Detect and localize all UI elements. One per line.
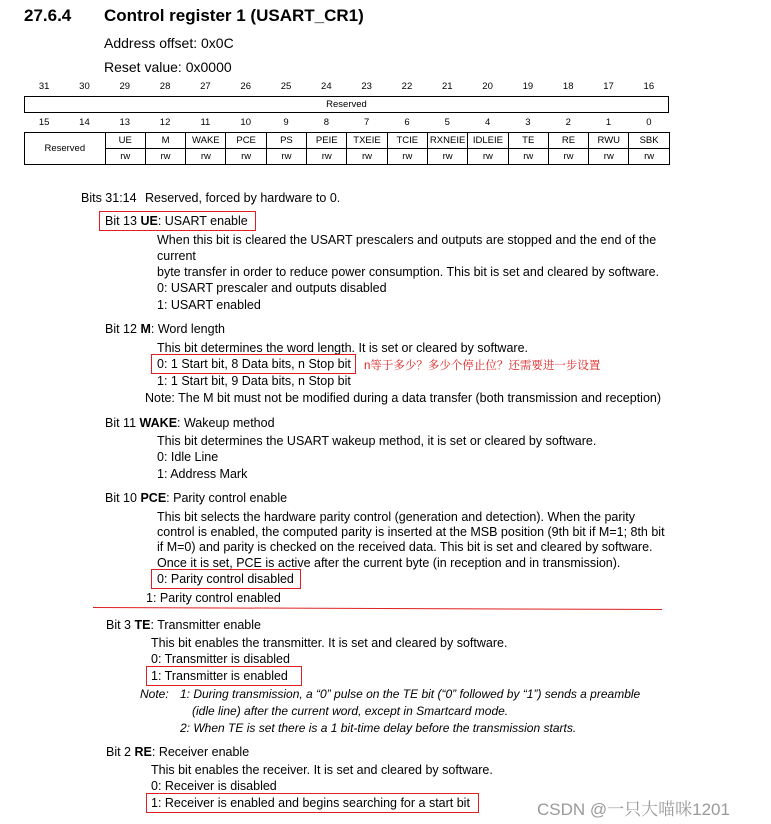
bit-number: 0: [646, 117, 652, 128]
bit11-label: Bit 11: [105, 416, 137, 430]
field-cell-tcie: TCIE: [387, 133, 427, 149]
bit12-title: : Word length: [150, 322, 225, 336]
field-cell-re: RE: [548, 133, 588, 149]
bit13-line: 1: USART enabled: [157, 298, 261, 312]
access-cell: rw: [508, 149, 548, 165]
bit10-heading: [105, 491, 287, 505]
bit12-heading: [105, 322, 225, 336]
address-offset: Address offset: 0x0C: [104, 35, 234, 51]
section-number: 27.6.4: [24, 6, 72, 25]
bit10-title: : Parity control enable: [166, 491, 288, 505]
bit13-line: current: [157, 249, 196, 263]
bit-number: 7: [364, 117, 370, 128]
bit-number: 1: [605, 117, 612, 128]
bit10-line: control is enabled, the computed parity is inserted at the MSB position (9th bit if M=1; 8th bit: [157, 525, 665, 539]
bit10-line: This bit selects the hardware parity control (generation and detection). When the parity: [157, 510, 636, 524]
bit-number: 22: [401, 81, 413, 92]
bit-number: 15: [38, 117, 50, 128]
bit3-heading: [106, 618, 261, 632]
bit3-name: TE: [134, 618, 151, 632]
access-cell: rw: [307, 149, 347, 165]
field-cell-ps: PS: [266, 133, 306, 149]
bit3-note-line: 2: When TE is set there is a 1 bit-time delay before the transmission starts.: [180, 721, 577, 735]
bit2-name: RE: [134, 745, 152, 759]
bit11-title: : Wakeup method: [177, 416, 275, 430]
access-cell: rw: [347, 149, 387, 165]
bit-number: 17: [603, 81, 614, 92]
upper-bit-numbers: [24, 81, 669, 95]
bit3-label: Bit 3: [106, 618, 132, 632]
bit11-name: WAKE: [139, 416, 178, 430]
bit3-title: : Transmitter enable: [150, 618, 261, 632]
bit10-line: if M=0) and parity is checked on the received data. This bit is set and cleared by software.: [157, 540, 653, 554]
bit-number: 20: [482, 81, 493, 92]
reserved-cell: Reserved: [25, 97, 669, 113]
bit10-label: Bit 10: [105, 491, 137, 505]
handwritten-annotation: n等于多少？多少个停止位？还需要进一步设置: [364, 360, 601, 372]
watermark: CSDN @一只大喵咪1201: [537, 800, 730, 819]
section-divider: [93, 607, 662, 610]
bit-number: 21: [441, 81, 453, 92]
bit-number: 5: [444, 117, 450, 128]
access-cell: rw: [629, 149, 669, 165]
bit-number: 3: [525, 117, 531, 128]
field-cell-rxneie: RXNEIE: [427, 133, 467, 149]
field-cell-peie: PEIE: [307, 133, 347, 149]
bit13-line: byte transfer in order to reduce power consumption. This bit is set and cleared by software.: [157, 265, 660, 279]
bit10-line: Once it is set, PCE is active after the current byte (in reception and in transmission).: [157, 556, 621, 570]
bit-number: 14: [79, 117, 90, 128]
bit-number: 2: [565, 117, 571, 128]
access-cell: rw: [266, 149, 306, 165]
bit-number: 12: [159, 117, 171, 128]
access-cell: rw: [105, 149, 145, 165]
bit-number: 8: [323, 117, 329, 128]
field-cell-idleie: IDLEIE: [468, 133, 508, 149]
bit3-note-line: 1: During transmission, a “0” pulse on the TE bit (“0” followed by “1”) sends a preamble: [180, 687, 641, 701]
bit12-note: Note: The M bit must not be modified during a data transfer (both transmission and reception): [145, 391, 662, 405]
bit-number: 16: [643, 81, 655, 92]
bit12-name: M: [140, 322, 151, 336]
bits-31-14-label: Bits 31:14: [81, 191, 137, 205]
bit-number: 24: [321, 81, 332, 92]
bit12-line: 0: 1 Start bit, 8 Data bits, n Stop bit: [157, 357, 351, 371]
bit-number: 10: [240, 117, 251, 128]
reserved-cell: Reserved: [25, 133, 106, 165]
bit13-label: Bit 13: [105, 214, 137, 228]
bit-number: 18: [562, 81, 574, 92]
bit-number: 13: [119, 117, 131, 128]
bit3-line: This bit enables the transmitter. It is set and cleared by software.: [151, 636, 508, 650]
access-cell: rw: [226, 149, 266, 165]
bit10-line: 1: Parity control enabled: [146, 591, 281, 605]
bit12-line: 1: 1 Start bit, 9 Data bits, n Stop bit: [157, 374, 351, 388]
bit12-label: Bit 12: [105, 322, 137, 336]
bit10-name: PCE: [140, 491, 167, 505]
bit2-heading: [106, 745, 249, 759]
field-cell-pce: PCE: [226, 133, 266, 149]
bit3-line: 0: Transmitter is disabled: [151, 652, 290, 666]
bit-number: 27: [200, 81, 211, 92]
upper-register-row: [24, 96, 669, 113]
bit-number: 19: [522, 81, 534, 92]
field-cell-te: TE: [508, 133, 548, 149]
access-cell: rw: [427, 149, 467, 165]
bit10-line: 0: Parity control disabled: [157, 572, 294, 586]
bit2-line: 1: Receiver is enabled and begins searching for a start bit: [151, 796, 470, 810]
field-cell-sbk: SBK: [629, 133, 669, 149]
bit13-heading: [105, 214, 248, 228]
bit-number: 4: [484, 117, 491, 128]
page-title: Control register 1 (USART_CR1): [104, 6, 364, 25]
lower-register-table: [24, 132, 670, 165]
bit3-note-label: Note:: [140, 687, 169, 701]
bit-number: 28: [159, 81, 171, 92]
bit-number: 29: [119, 81, 131, 92]
bit-number: 26: [240, 81, 251, 92]
bit11-line: This bit determines the USART wakeup method, it is set or cleared by software.: [157, 434, 597, 448]
bit-number: 6: [404, 117, 410, 128]
bit-number: 30: [79, 81, 90, 92]
bit2-line: This bit enables the receiver. It is set and cleared by software.: [151, 763, 493, 777]
access-cell: rw: [468, 149, 508, 165]
bit3-note-line: (idle line) after the current word, except in Smartcard mode.: [192, 704, 509, 718]
bit-number: 23: [361, 81, 372, 92]
access-cell: rw: [145, 149, 185, 165]
bit13-line: 0: USART prescaler and outputs disabled: [157, 281, 387, 295]
bit-number: 9: [283, 117, 289, 128]
bit-number: 25: [280, 81, 292, 92]
bit-number: 11: [200, 117, 211, 128]
bit2-line: 0: Receiver is disabled: [151, 779, 277, 793]
access-cell: rw: [589, 149, 629, 165]
bit11-line: 0: Idle Line: [157, 450, 219, 464]
bit2-label: Bit 2: [106, 745, 132, 759]
bit3-line: 1: Transmitter is enabled: [151, 669, 288, 683]
lower-bit-numbers: [24, 117, 669, 131]
bits-31-14-desc: Reserved, forced by hardware to 0.: [145, 191, 341, 205]
bit11-heading: [105, 416, 275, 430]
bit13-name: UE: [140, 214, 158, 228]
bit11-line: 1: Address Mark: [157, 467, 248, 481]
bit13-line: When this bit is cleared the USART prescalers and outputs are stopped and the end of the: [157, 233, 657, 247]
bit2-title: : Receiver enable: [151, 745, 250, 759]
access-cell: rw: [548, 149, 588, 165]
field-cell-txeie: TXEIE: [347, 133, 387, 149]
field-cell-wake: WAKE: [186, 133, 226, 149]
bit13-title: : USART enable: [157, 214, 248, 228]
bit-number: 31: [38, 81, 50, 92]
field-cell-m: M: [145, 133, 185, 149]
reset-value: Reset value: 0x0000: [104, 59, 232, 75]
field-cell-ue: UE: [105, 133, 145, 149]
bit12-line: This bit determines the word length. It is set or cleared by software.: [157, 341, 529, 355]
access-cell: rw: [387, 149, 427, 165]
access-cell: rw: [186, 149, 226, 165]
field-cell-rwu: RWU: [589, 133, 629, 149]
